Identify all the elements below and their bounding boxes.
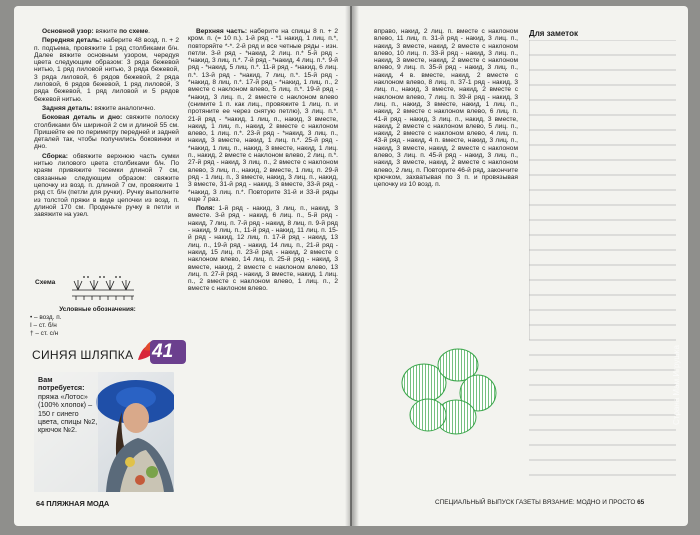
materials-body: пряжа «Лотос» (100% хлопок) – 150 г синего цвета, спицы №2, крючок №2. bbox=[38, 391, 98, 435]
section-name: ПЛЯЖНАЯ МОДА bbox=[46, 499, 110, 508]
legend-item: † – ст. с/н bbox=[30, 330, 59, 337]
book-spine bbox=[345, 6, 359, 526]
hat-title: СИНЯЯ ШЛЯПКА bbox=[32, 348, 134, 362]
left-footer bbox=[36, 499, 109, 508]
pattern-column-2 bbox=[188, 28, 338, 295]
paragraph: Передняя деталь: наберите 48 возд. п. + 2 п. подъема, провяжите 1 ряд столбиками б/н. Далее вяжите основным узором, чередуя цвета следующим образом: 3 ряда бежевой нитью, 1 ряд лиловой нитью, 3 ряда бежевой, 3 ряда лиловой, 6 рядов бежевой, 2 ряда лиловой, 6 рядов бежевой, 1 ряд лиловой, 3 ряда бежевой, 1 ряд лиловой и 5 рядов бежевой нитью. bbox=[34, 37, 179, 103]
materials-text bbox=[38, 376, 98, 435]
crochet-schema-icon bbox=[70, 272, 136, 302]
pattern-number: 41 bbox=[152, 341, 174, 362]
legend bbox=[30, 306, 165, 338]
right-page-number: 65 bbox=[637, 499, 645, 506]
paragraph: Поля: 1-й ряд - накид, 3 лиц. п., накид, 3 вместе. 3-й ряд - накид, 6 лиц. п., 5-й ряд - накид, 7 лиц. п. 7-й ряд - накид, 8 лиц. п. 9-й ряд - накид, 9 лиц. п., 11-й ряд - накид, 11 лиц. п. 15-й ряд - накид, 12 лиц. п. 17-й ряд - накид, 13 лиц. п., 19-й ряд - накид, 14 лиц. п., 21-й ряд - накид, 15 лиц. п. 23-й ряд - накид, 2 вместе с наклоном влево, 14 лиц. п. 25-й ряд - накид, 3 вместе, накид, 2 вместе с наклоном влево, 13 лиц. п. 27-й ряд - накид, 3 вместе, накид, 1 лиц. п., 2 вместе с наклоном влево, 1 лиц. п., 2 вместе с наклоном влево. bbox=[188, 205, 338, 293]
right-footer bbox=[435, 499, 644, 506]
materials-title: Вам потребуется: bbox=[38, 375, 85, 393]
paragraph: вправо, накид, 2 лиц. п. вместе с наклоном влево, 11 лиц. п. 31-й ряд - накид, 3 лиц. п., накид, 3 вместе, накид, 2 вместе с наклоном влево, 10 лиц. п. 33-й ряд - накид, 3 лиц. п., накид, 3 вместе, накид, 2 вместе с наклоном влево, 9 лиц. п. 35-й ряд - накид, 3 лиц. п., накид, 4 в. вместе, накид, 2 вместе с наклоном влево, 8 лиц. п. 37-1 ряд - накид, 3 лиц. п., накид, 3 вместе, накид, 2 вместе с наклоном влево, 7 лиц. п. 39-й ряд - накид, 3 лиц. п., накид, 3 вместе, накид, 1 лиц. п., накид, 2 вместе с наклоном влево, 6 лиц. п. 41-й ряд - накид, 3 лиц. п., накид, 3 вместе, накид, 2 вместе с наклоном влево, 5 лиц. п., накид, 2 вместе с наклоном влево, 4 лиц. п. 43-й ряд - накид, 4 п. вместе, накид, 3 лиц. п., накид, 3 вместе, накид, 2 вместе с наклоном влево, 3 лиц. п. 45-й ряд - накид, 3 лиц. п., накид, 3 вместе, накид, 2 вместе с наклоном влево, 2 лиц. п. Повторите 46-й ряд, закончите крючком, захватывая по 3 п. и провязывая цепочку из 10 возд. п. bbox=[374, 28, 518, 189]
paragraph: Сборка: обвяжите верхнюю часть сумки нитью лилового цвета столбиками б/н. По краям привяжите тесемки длиной 7 см, связанные следующим образом: свяжите цепочку из возд. п. длиной 7 см, провяжите 1 ряд ст. б/н (петли для ручки). Ручку выполните из толстой пряжи в виде цепочки из возд. п. длиной 170 см. Проденьте ручку в петли и завяжите на узел. bbox=[34, 152, 179, 219]
notes-lines bbox=[529, 40, 676, 490]
legend-item: I – ст. б/н bbox=[30, 322, 57, 329]
notes-title: Для заметок bbox=[529, 29, 578, 38]
pattern-column-1 bbox=[34, 28, 179, 220]
left-page-number: 64 bbox=[36, 499, 45, 508]
schema-label: Схема bbox=[35, 279, 56, 286]
paragraph: Боковая деталь и дно: свяжите полоску столбиками б/н шириной 2 см и длиной 55 см. Пришейте ее по периметру передней и задней деталей так, чтобы получились боковинки и дно. bbox=[34, 114, 179, 151]
legend-item: • – возд. п. bbox=[30, 314, 62, 321]
paragraph: Задняя деталь: вяжите аналогично. bbox=[42, 104, 156, 112]
paragraph: Основной узор: вяжите по схеме. bbox=[42, 28, 150, 35]
publication-name: СПЕЦИАЛЬНЫЙ ВЫПУСК ГАЗЕТЫ ВЯЗАНИЕ: МОДНО И ПРОСТО bbox=[435, 499, 636, 506]
paragraph: Верхняя часть: наберите на спицы 8 п. + 2 кром. п. (= 10 п.). 1-й ряд - *1 накид, 1 лиц. п.*, повторяйте *-*. 2-й ряд и все четные ряды - изн. петли. 3-й ряд - *накид, 2 лиц. п.* 5-й ряд - *накид, 3 лиц. п.*. 7-й ряд - *накид, 4 лиц. п.*. 9-й ряд - *накид, 5 лиц. п.*. 11-й ряд - *накид, 6 лиц. п.*. 13-й ряд - *накид, 7 лиц. п.*. 15-й ряд - *накид, 8 лиц. п.*. 17-й ряд - *накид, 1 лиц. п., 2 вместе с наклоном влево, 5 лиц. п.*. 19-й ряд - *накид, 3 лиц. п., 2 вместе с наклоном влево (снимите 1 п. как лиц., провяжите 1 лиц. п. и протяните ее через снятую петлю), 3 лиц. п.*. 21-й ряд - *накид, 1 лиц. п., накид, 3 вместе, накид, 1 лиц. п., накид, 2 вместе с наклоном влево, 1 лиц. п.*. 23-й ряд - *накид, 3 лиц. п., накид, 3 вместе, накид, 1 лиц. п.*. 25-й ряд - *накид, 1 лиц. п., накид, 3 вместе, накид, 1 лиц. п., накид, 2 вместе с наклоном влево, 2 лиц. п.*. 27-й ряд - накид, 3 лиц. п., 2 вместе с наклоном влево, 3 лиц. п., накид, 2 вместе, 1 лиц. п. 29-й ряд - 1 лиц. п., 3 вместе, накид, 3 лиц. п., накид, 3 вместе, 31-й ряд - накид, 3 вместе, 33-й ряд - *накид, 3 лиц. п.*. Повторите 31-й и 33-й ряды еще 7 раз. bbox=[188, 28, 338, 203]
flower-icon bbox=[398, 347, 498, 437]
pattern-column-3 bbox=[374, 28, 518, 191]
watermark: Страна Мам.Игрушка bbox=[672, 345, 681, 425]
legend-title: Условные обозначения: bbox=[59, 306, 136, 313]
